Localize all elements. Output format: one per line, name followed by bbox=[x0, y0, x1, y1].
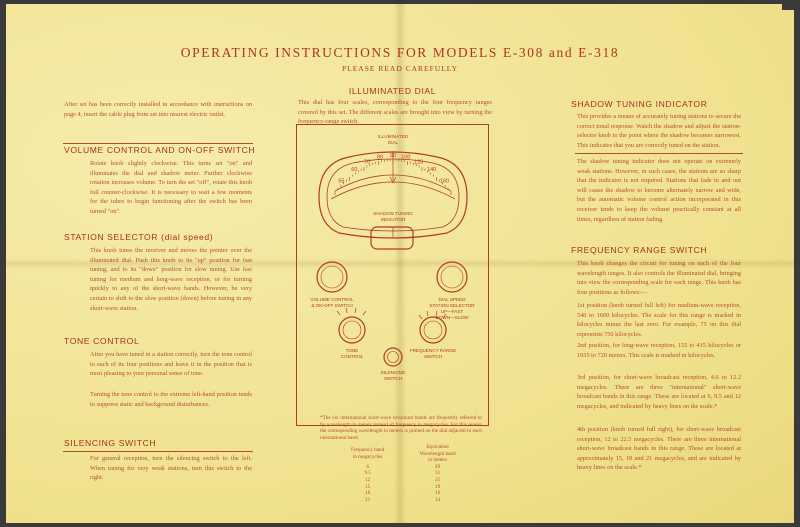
frequency-cell: 12 bbox=[365, 476, 371, 483]
station-selector-paragraph: This knob tunes the receiver and moves the pointer over the illuminated dial. Push this knob to its "up" position for fast tuning, and to its "down" position for slow tuning. Use fast tuning for medium and long-wave reception, or for turning quickly to any of the short-wave bands. However, be very certain to shift to the slow position (down) before tuning in any short-wave station. bbox=[90, 247, 252, 312]
divider bbox=[575, 153, 743, 154]
wavelength-footnote: *The six international short-wave broadcast bands are frequently referred to by wavelength in meters instead of frequency in megacycles. For this reason the corresponding wavelength in meters is printed on the dial adjacent to each international band. bbox=[320, 415, 482, 441]
label-silencing-switch: SILENCING bbox=[380, 370, 406, 375]
volume-heading: VOLUME CONTROL AND ON-OFF SWITCH bbox=[64, 145, 256, 155]
svg-text:CONTROL: CONTROL bbox=[340, 354, 364, 359]
divider bbox=[63, 451, 253, 452]
volume-knob-inner bbox=[321, 266, 343, 288]
table-row bbox=[334, 497, 474, 504]
wavelength-cell: 16 bbox=[435, 490, 441, 497]
dial-number: 55 bbox=[338, 178, 345, 185]
position-3-paragraph: 3rd position, for short-wave broadcast reception, 4.6 to 12.2 megacycles. There are three "international" short-wave broadcast bands in this range. These are located at 6, 9.5 and 12 megacycles, and indicated by heavy lines on the scale.* bbox=[577, 374, 741, 410]
svg-text:SWITCH: SWITCH bbox=[383, 376, 403, 381]
silencing-paragraph: For general reception, turn the silencing switch to the left. When tuning for very weak stations, turn this switch to the right. bbox=[90, 455, 252, 482]
silencing-switch-knob bbox=[384, 348, 402, 366]
dial-number: 160 bbox=[439, 178, 450, 185]
frequency-range-heading: FREQUENCY RANGE SWITCH bbox=[571, 245, 708, 255]
dial-scale-arc bbox=[331, 182, 455, 199]
table-row bbox=[334, 484, 474, 491]
dial-number: 120 bbox=[414, 159, 424, 166]
illuminated-dial-paragraph: This dial has four scales, corresponding to the four frequency ranges covered by this set. The different scales are brought into view by turning the frequency-range switch. bbox=[298, 99, 492, 126]
station-selector-knob-inner bbox=[441, 266, 463, 288]
wavelength-cell: 14 bbox=[435, 496, 441, 503]
radio-front-panel-diagram bbox=[296, 124, 489, 426]
divider bbox=[63, 143, 253, 144]
position-4-paragraph: 4th position (knob turned full right), for short-wave broadcast reception, 12 to 22.5 megacycles. There are three international short-wave broadcast bands in this range. These are located at approximately 15, 18 and 21 megacycles, and are indicated by heavy lines on the scale.* bbox=[577, 426, 741, 472]
position-1-paragraph: 1st position (knob turned full left) for medium-wave reception, 540 to 1600 kilocycles. The scale for this range is marked in kilocycles minus the last zero. For example, 75 on this dial represents 750 kilocycles. bbox=[577, 302, 741, 338]
panel-illustration bbox=[297, 125, 488, 425]
label-shadow-tuning-indicator: SHADOW TUNING bbox=[373, 211, 413, 216]
label-volume-control: VOLUME CONTROL bbox=[310, 297, 354, 302]
frequency-cell: 21 bbox=[365, 496, 371, 503]
table-row bbox=[334, 477, 474, 484]
label-illuminated-dial: ILLUMINATED bbox=[377, 134, 409, 139]
station-selector-heading: STATION SELECTOR (dial speed) bbox=[64, 232, 214, 242]
svg-text:STATION SELECTOR: STATION SELECTOR bbox=[429, 303, 475, 308]
label-dial-speed: DIAL SPEED bbox=[438, 297, 466, 302]
illuminated-dial-heading: ILLUMINATED DIAL bbox=[348, 86, 437, 96]
wavelength-table bbox=[334, 444, 474, 503]
frequency-cell: 9.5 bbox=[364, 470, 371, 477]
svg-text:& ON-OFF SWITCH: & ON-OFF SWITCH bbox=[311, 303, 353, 308]
svg-text:SWITCH: SWITCH bbox=[423, 354, 443, 359]
wavelength-cell: 49 bbox=[435, 463, 441, 470]
svg-text:DIAL: DIAL bbox=[387, 140, 399, 145]
shadow-tuning-heading: SHADOW TUNING INDICATOR bbox=[571, 99, 708, 109]
table-header-frequency: Frequency band in megacycles bbox=[350, 447, 385, 460]
silencing-heading: SILENCING SWITCH bbox=[64, 438, 157, 448]
dial-number: 80 bbox=[377, 154, 384, 161]
svg-text:DOWN—SLOW: DOWN—SLOW bbox=[435, 315, 469, 320]
frequency-range-knob-inner bbox=[424, 321, 442, 339]
instruction-sheet bbox=[6, 4, 794, 523]
dial-number: 70 bbox=[364, 159, 371, 166]
page-subtitle: PLEASE READ CAREFULLY bbox=[341, 64, 459, 73]
dial-number: 60 bbox=[351, 167, 358, 174]
shadow-tuning-paragraph-2: The shadow tuning indicator does not operate on extremely weak stations. However, in such cases, the stations are so sharp that the indicator is not required. Stations that fade in and out will cause the shadow to become alternately narrow and wide, but the automatic volume control action incorporated in this receiver tends to keep the volume practically constant at all times, regardless of station fading. bbox=[577, 158, 741, 223]
volume-knob bbox=[317, 262, 347, 292]
table-row bbox=[334, 464, 474, 471]
tone-paragraph-1: After you have tuned in a station correctly, turn the tone control to each of its four positions and leave it in the position that is most pleasing to your personal sense of tone. bbox=[90, 351, 252, 378]
page-title: OPERATING INSTRUCTIONS FOR MODELS E-308 and E-318 bbox=[180, 45, 620, 60]
volume-paragraph: Rotate knob slightly clockwise: This turns set "on" and illuminates the dial and shadow meter. Further clockwise rotation increases volume. To turn the set "off", rotate this knob full counter-clockwise. It is necessary to wait a few moments for the tubes to begin functioning after the switch has been turned "on". bbox=[90, 160, 252, 215]
frequency-cell: 15 bbox=[365, 483, 371, 490]
intro-paragraph: After set has been correctly installed in accordance with instructions on page 4, insert the cable plug from set into nearest electric outlet. bbox=[64, 101, 252, 118]
label-tone-control: TONE bbox=[345, 348, 359, 353]
frequency-range-paragraph: This knob changes the circuit for tuning on each of the four wavelength ranges. It also controls the illuminated dial, bringing into view the corresponding scale for each range. This knob has four positions as follows:— bbox=[577, 260, 741, 296]
dial-number: 90 bbox=[389, 153, 397, 159]
silencing-switch-knob-inner bbox=[388, 352, 399, 363]
station-selector-knob bbox=[437, 262, 467, 292]
wavelength-cell: 19 bbox=[435, 483, 441, 490]
svg-text:UP—FAST: UP—FAST bbox=[440, 309, 464, 314]
tone-knob-inner bbox=[343, 321, 361, 339]
position-2-paragraph: 2nd position, for long-wave reception, 155 to 415 kilocycles or 1935 to 720 meters. This scale is marked in kilocycles. bbox=[577, 342, 741, 359]
label-frequency-range: FREQUENCY RANGE bbox=[409, 348, 457, 353]
dial-number: 100 bbox=[401, 154, 411, 161]
dial-number: 140 bbox=[427, 167, 437, 174]
table-header-wavelength: Equivalent Wavelength band in meters bbox=[419, 444, 456, 464]
frequency-cell: 18 bbox=[365, 490, 371, 497]
frequency-cell: 6 bbox=[366, 463, 369, 470]
shadow-tuning-paragraph-1: This provides a means of accurately tuning stations to secure the correct tonal response. Watch the shadow and adjust the station-selector knob to the point where the shadow becomes narrowest. This indicates that you are correctly tuned on the station. bbox=[577, 113, 741, 149]
wavelength-cell: 25 bbox=[435, 476, 441, 483]
torn-corner bbox=[782, 0, 800, 10]
tone-paragraph-2: Turning the tone control to the extreme left-hand position tends to suppress static and background disturbances. bbox=[90, 391, 252, 408]
wavelength-cell: 31 bbox=[435, 470, 441, 477]
svg-text:INDICATOR: INDICATOR bbox=[380, 217, 406, 222]
table-row bbox=[334, 490, 474, 497]
tone-heading: TONE CONTROL bbox=[64, 336, 140, 346]
table-row bbox=[334, 470, 474, 477]
